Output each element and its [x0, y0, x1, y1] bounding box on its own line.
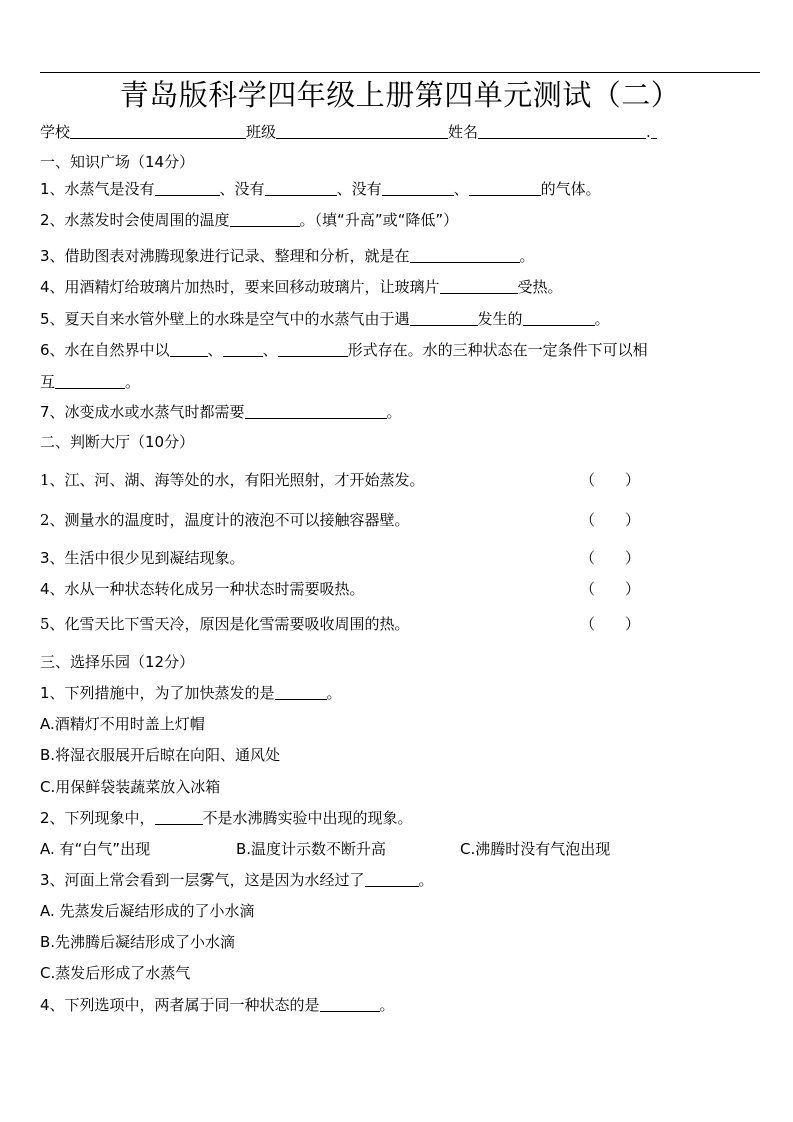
- s1q2-text-b: 。（填“升高”或“降低”）: [299, 211, 459, 229]
- s2-answer-paren-2[interactable]: （ ）: [580, 511, 641, 529]
- s2-item-5: 5、化雪天比下雪天冷，原因是化雪需要吸收周围的热。: [40, 615, 410, 633]
- class-blank[interactable]: [276, 123, 448, 139]
- s1q5-text-b: 发生的: [477, 310, 523, 328]
- school-blank[interactable]: [70, 123, 246, 139]
- name-label: 姓名: [448, 123, 479, 141]
- s3q2-text-b: 不是水沸腾实验中出现的现象。: [202, 809, 413, 827]
- section3-heading: 三、选择乐园（12分）: [40, 653, 195, 671]
- s2-item-3: 3、生活中很少见到凝结现象。: [40, 549, 245, 567]
- s2-item-2: 2、测量水的温度时，温度计的液泡不可以接触容器壁。: [40, 511, 410, 529]
- s2-item-4: 4、水从一种状态转化成另一种状态时需要吸热。: [40, 580, 365, 598]
- page-title: 青岛版科学四年级上册第四单元测试（二）: [119, 78, 681, 112]
- section2-heading: 二、判断大厅（10分）: [40, 433, 195, 451]
- s3q2-option-a[interactable]: A. 有“白气”出现: [40, 840, 151, 858]
- class-label: 班级: [246, 123, 277, 141]
- s1q4-blank[interactable]: [440, 278, 518, 294]
- s3q3-blank[interactable]: [365, 871, 419, 887]
- s3q4-blank[interactable]: [320, 996, 380, 1012]
- s3q1-option-c[interactable]: C.用保鲜袋装蔬菜放入冰箱: [40, 778, 221, 796]
- s1-question-6: [40, 340, 648, 360]
- student-info-line: [40, 122, 657, 142]
- s2-answer-paren-3[interactable]: （ ）: [580, 549, 641, 567]
- s1q6-blank-1[interactable]: [170, 341, 208, 357]
- s1q1-text-d: 、: [453, 180, 469, 198]
- s3q2-option-b[interactable]: B.温度计示数不断升高: [236, 840, 387, 858]
- s2-answer-paren-5[interactable]: （ ）: [580, 615, 641, 633]
- s3-question-3: [40, 870, 434, 890]
- s1q7-text-a: 7、冰变成水或水蒸气时都需要: [40, 403, 245, 421]
- s1-question-3: [40, 246, 535, 266]
- name-blank[interactable]: [478, 123, 646, 139]
- s1q3-text-b: 。: [519, 247, 535, 265]
- s3q3-text-a: 3、河面上常会看到一层雾气，这是因为水经过了: [40, 871, 365, 889]
- s3q4-text-a: 4、下列选项中，两者属于同一种状态的是: [40, 996, 320, 1014]
- s1-question-7: [40, 402, 402, 422]
- s2-answer-paren-1[interactable]: （ ）: [580, 471, 641, 489]
- s1q6-text-a: 6、水在自然界中以: [40, 341, 170, 359]
- s1q1-blank-4[interactable]: [469, 180, 541, 196]
- s1q6-text-c: 、: [262, 341, 278, 359]
- s3q1-blank[interactable]: [275, 684, 327, 700]
- s1q6-blank-3[interactable]: [278, 341, 348, 357]
- school-label: 学校: [40, 123, 71, 141]
- s1q2-blank[interactable]: [230, 211, 300, 227]
- s1q6-text-f: 。: [125, 373, 141, 391]
- s1q5-blank-2[interactable]: [523, 310, 595, 326]
- s1q1-blank-3[interactable]: [382, 180, 454, 196]
- s1-question-5: [40, 309, 610, 329]
- s1q1-text-b: 、没有: [219, 180, 265, 198]
- s3q2-text-a: 2、下列现象中，: [40, 809, 155, 827]
- s3-question-1: [40, 683, 342, 703]
- s1q5-text-a: 5、夏天自来水管外壁上的水珠是空气中的水蒸气由于遇: [40, 310, 410, 328]
- s1q7-text-b: 。: [386, 403, 402, 421]
- s1q7-blank[interactable]: [245, 403, 387, 419]
- s3-question-4: [40, 995, 395, 1015]
- s3-question-2: [40, 808, 413, 828]
- s3q1-option-b[interactable]: B.将湿衣服展开后晾在向阳、通风处: [40, 746, 281, 764]
- s1q6-text-e: 互: [40, 373, 56, 391]
- s3q3-option-b[interactable]: B.先沸腾后凝结形成了小水滴: [40, 933, 236, 951]
- info-trail: .: [646, 123, 651, 141]
- s1q6-text-b: 、: [207, 341, 223, 359]
- s3q1-option-a[interactable]: A.酒精灯不用时盖上灯帽: [40, 715, 205, 733]
- section1-heading: 一、知识广场（14分）: [40, 153, 195, 171]
- s1q1-text-e: 的气体。: [540, 180, 601, 198]
- s3q3-option-a[interactable]: A. 先蒸发后凝结形成的了小水滴: [40, 902, 255, 920]
- header-rule: [40, 72, 760, 73]
- s1-question-6-cont: [40, 372, 140, 392]
- s1q6-blank-4[interactable]: [55, 373, 125, 389]
- s1q1-text-c: 、没有: [336, 180, 382, 198]
- s3q4-text-b: 。: [379, 996, 395, 1014]
- s3q1-text-a: 1、下列措施中，为了加快蒸发的是: [40, 684, 275, 702]
- s1q6-text-d: 形式存在。水的三种状态在一定条件下可以相: [347, 341, 648, 359]
- s3q2-option-c[interactable]: C.沸腾时没有气泡出现: [460, 840, 611, 858]
- s3q3-text-b: 。: [418, 871, 434, 889]
- trail-blank: [651, 123, 657, 139]
- s1q1-blank-2[interactable]: [265, 180, 337, 196]
- s3q1-text-b: 。: [326, 684, 342, 702]
- s1q4-text-b: 受热。: [517, 278, 563, 296]
- s1q3-blank[interactable]: [410, 247, 520, 263]
- s1q2-text-a: 2、水蒸发时会使周围的温度: [40, 211, 230, 229]
- s3q3-option-c[interactable]: C.蒸发后形成了水蒸气: [40, 964, 191, 982]
- s1q4-text-a: 4、用酒精灯给玻璃片加热时，要来回移动玻璃片，让玻璃片: [40, 278, 440, 296]
- s3q2-blank[interactable]: [155, 809, 203, 825]
- s1q6-blank-2[interactable]: [223, 341, 263, 357]
- s1q5-blank-1[interactable]: [410, 310, 478, 326]
- s1q3-text-a: 3、借助图表对沸腾现象进行记录、整理和分析，就是在: [40, 247, 410, 265]
- s1q1-blank-1[interactable]: [155, 180, 220, 196]
- s2-item-1: 1、江、河、湖、海等处的水，有阳光照射，才开始蒸发。: [40, 471, 425, 489]
- s1-question-2: [40, 210, 458, 230]
- s2-answer-paren-4[interactable]: （ ）: [580, 580, 641, 598]
- s1q5-text-c: 。: [594, 310, 610, 328]
- s1-question-4: [40, 277, 563, 297]
- s1q1-text-a: 1、水蒸气是没有: [40, 180, 155, 198]
- s1-question-1: [40, 179, 601, 199]
